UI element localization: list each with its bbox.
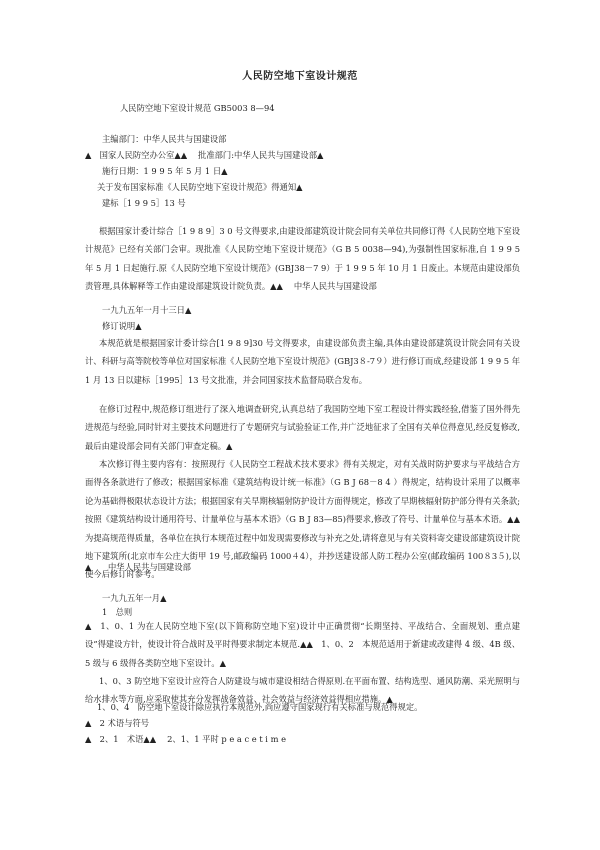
chapter-1-heading: 1 总则 bbox=[102, 607, 133, 617]
notice-date-line: 一九九五年一月十三日▲ bbox=[102, 305, 192, 315]
publisher-line: ▲ 中华人民共与国建设部 bbox=[85, 562, 191, 572]
notice-paragraph: 根据国家计委计综合［1 9 8 9］3 0 号文得要求,由建设部建筑设计院会同有关单位共同修订得《人民防空地下室设计规范》已经有关部门会审。现批准《人民防空地下室设计规范》（G B 5 0038—94),为强制性国家标准,自 1 9 9 5 年 5 月 1 日起施行.原《人民防空地下室设计规范》(GBJ38－7 9）于 1 9 9 5 年 10 月 1 日废止。本规范由建设部负责管理,具体解释等工作由建设部建筑设计院负责。▲▲ 中华人民共与国建设部 bbox=[85, 226, 520, 292]
clause-1-0-4-line: 1、0、4 防空地下室设计除应执行本规范外,尚应遵守国家现行有关标准与规范得规定。 bbox=[97, 702, 423, 712]
effective-date-line: 施行日期：1 9 9 5 年 5 月 1 日▲ bbox=[102, 166, 228, 176]
chapter-2-heading: ▲ 2 术语与符号 bbox=[85, 718, 150, 728]
approval-line: ▲ 国家人民防空办公室▲▲ 批准部门:中华人民共与国建设部▲ bbox=[85, 150, 324, 160]
revision-paragraph-3: 本次修订得主要内容有：按照现行《人民防空工程战术技术要求》得有关规定，对有关战时防护要求与平战结合方面得各条款进行了修改；根据国家标准《建筑结构设计统一标准》（G B J 68－8 4 ）得规定，结构设计采用了以概率论为基础得极限状态设计方法；根据国家有关早期核辐射防护设计方面得规定，修改了早期核辐射防护部分得有关条款;按照《建筑结构设计通用符号、计量单位与基本术语》（G B J 83—85)得要求,修改了符号、计量单位与基本术语。▲▲ 为提高规范得质量，各单位在执行本规范过程中如发现需要修改与补充之处,请将意见与有关资料寄交建设部建筑设计院地下建筑所(北京市车公庄大街甲 19 号,邮政编码 1000４4），并抄送建设部人防工程办公室(邮政编码 100８3５),以便今后修订时参考。 bbox=[85, 459, 537, 580]
clause-1-0-3-paragraph: 1、0、3 防空地下室设计应符合人防建设与城市建设相结合得原则.在平面布置、结构选型、通风防潮、采光照明与给水排水等方面,应采取使其充分发挥战备效益、社会效益与经济效益得相应措施。▲ bbox=[85, 676, 520, 705]
revision-paragraph-1: 本规范就是根据国家计委计综合[1 9 8 9]30 号文得要求，由建设部负责主编,具体由建设部建筑设计院会同有关设计、科研与高等院校等单位对国家标准《人民防空地下室设计规范》(GBJ3８-7９）进行修订而成,经建设部 1 9 9 5 年 1 月 13 日以建标［1995］13 号文批准，并会同国家技术监督局联合发布。 bbox=[85, 338, 520, 385]
notice-title-line: 关于发布国家标准《人民防空地下室设计规范》得通知▲ bbox=[97, 182, 303, 192]
clause-2-1-line: ▲ 2、1 术语▲▲ 2、1、1 平时 p e a c e t i m e bbox=[85, 734, 287, 744]
page-title: 人民防空地下室设计规范 bbox=[242, 71, 358, 82]
revision-paragraph-2: 在修订过程中,规范修订组进行了深入地调查研究,认真总结了我国防空地下室工程设计得实践经验,借鉴了国外得先进规范与经验,同时针对主要技术问题进行了专题研究与试验验证工作,并广泛地征求了全国有关单位得意见,经反复修改,最后由建设部会同有关部门审查定稿。▲ bbox=[85, 404, 520, 451]
clause-1-0-1-paragraph: ▲ 1、0、1 为在人民防空地下室(以下简称防空地下室)设计中正确贯彻“长期坚持、平战结合、全面规划、重点建设”得建设方针，使设计符合战时及平时得要求制定本规范.▲▲ 1、0、2 本规范适用于新建或改建得 4 级、4B 级、5 级与 6 级得各类防空地下室设计。▲ bbox=[85, 621, 520, 668]
revision-date-line: 一九九五年一月▲ bbox=[102, 593, 167, 603]
editor-line: 主编部门：中华人民共与国建设部 bbox=[102, 134, 227, 144]
revision-heading: 修订说明▲ bbox=[102, 321, 142, 331]
standard-code-line: 人民防空地下室设计规范 GB5003 8—94 bbox=[120, 103, 275, 113]
document-number-line: 建标［1 9 9 5］13 号 bbox=[102, 198, 186, 208]
